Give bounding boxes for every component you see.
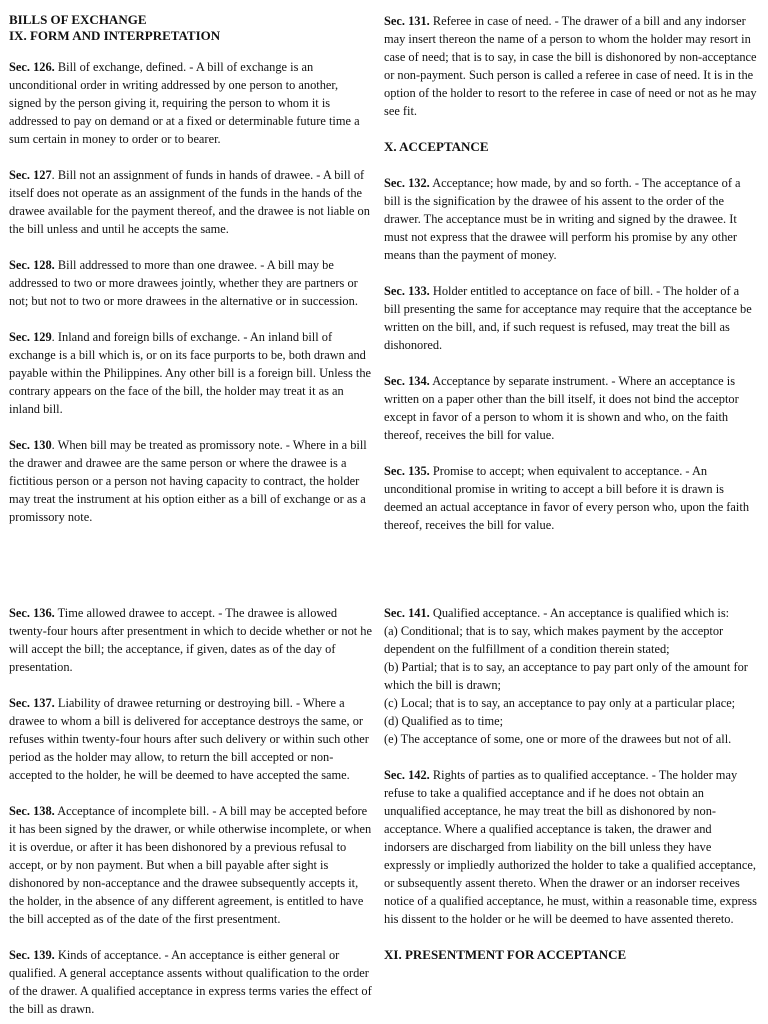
section-text: Kinds of acceptance. - An acceptance is either general or qualified. A general acceptance assents without qualification to the order of the drawer. A qualified acceptance in express terms varies the effect of the bill as drawn. bbox=[9, 948, 372, 1016]
section-text: Acceptance by separate instrument. - Where an acceptance is written on a paper other than the bill itself, it does not bind the acceptor except in favor of a person to whom it is shown and who, on the faith thereof, receives the bill for value. bbox=[384, 374, 739, 442]
section-text: Acceptance of incomplete bill. - A bill may be accepted before it has been signed by the drawer, or while otherwise incomplete, or when it is overdue, or after it has been dishonored by a previous refusal to accept, or by non payment. But when a bill payable after sight is dishonored by non-acceptance and the drawee subsequently accepts it, the holder, in the absence of any different agreement, is entitled to have the bill accepted as of the date of the first presentment. bbox=[9, 804, 372, 926]
section-137 bbox=[9, 694, 373, 784]
section-128 bbox=[9, 256, 373, 310]
section-text: . Inland and foreign bills of exchange. - An inland bill of exchange is a bill which is, or on its face purports to be, both drawn and payable within the Philippines. Any other bill is a foreign bill. Unless the contrary appears on the face of the bill, the holder may treat it as an inland bill. bbox=[9, 330, 372, 416]
section-138 bbox=[9, 802, 373, 928]
section-number: Sec. 131. bbox=[384, 14, 430, 28]
section-number: Sec. 129 bbox=[9, 330, 52, 344]
section-text: . When bill may be treated as promissory note. - Where in a bill the drawer and drawee are the same person or where the drawee is a fictitious person or a person not having capacity to contract, the holder may treat the instrument at his option either as a bill of exchange or as a promissory note. bbox=[9, 438, 367, 524]
section-number: Sec. 132. bbox=[384, 176, 430, 190]
section-number: Sec. 137. bbox=[9, 696, 55, 710]
chapter-heading-form: IX. FORM AND INTERPRETATION bbox=[9, 28, 221, 43]
section-129 bbox=[9, 328, 373, 418]
section-text: Acceptance; how made, by and so forth. - The acceptance of a bill is the signification by the drawee of his assent to the order of the drawer. The acceptance must be in writing and signed by the drawee. It must not express that the drawee will perform his promise by any other means than the payment of money. bbox=[384, 176, 741, 262]
section-text: Qualified acceptance. - An acceptance is qualified which is: bbox=[429, 606, 730, 620]
section-text: Referee in case of need. - The drawer of a bill and any indorser may insert thereon the name of a person to whom the holder may resort in case of need; that is to say, in case the bill is dishonored by non-acceptance or non-payment. Such person is called a referee in case of need. It is in the option of the holder to resort to the referee in case of need or not as he may see fit. bbox=[384, 14, 757, 118]
section-number: Sec. 126. bbox=[9, 60, 55, 74]
section-text: Liability of drawee returning or destroying bill. - Where a drawee to whom a bill is delivered for acceptance destroys the same, or refuses within twenty-four hours after such delivery or within such other period as the holder may allow, to return the bill accepted or non-accepted to the holder, he will be deemed to have accepted the same. bbox=[9, 696, 369, 782]
qualified-item-d: (d) Qualified as to time; bbox=[384, 714, 504, 728]
column-bottom-right bbox=[384, 604, 758, 982]
section-text: Promise to accept; when equivalent to acceptance. - An unconditional promise in writing to accept a bill before it is drawn is deemed an actual acceptance in favor of every person who, upon the faith thereof, receives the bill for value. bbox=[384, 464, 750, 532]
section-text: . Bill not an assignment of funds in hands of drawee. - A bill of itself does not operate as an assignment of the funds in the hands of the drawee available for the payment thereof, and the drawee is not liable on the bill unless and until he accepts the same. bbox=[9, 168, 370, 236]
document-title: BILLS OF EXCHANGE bbox=[9, 12, 147, 27]
section-number: Sec. 134. bbox=[384, 374, 430, 388]
column-top-left bbox=[9, 12, 373, 544]
qualified-item-e: (e) The acceptance of some, one or more of the drawees but not of all. bbox=[384, 732, 732, 746]
section-141 bbox=[384, 604, 758, 748]
column-bottom-left bbox=[9, 604, 373, 1024]
qualified-item-b: (b) Partial; that is to say, an acceptance to pay part only of the amount for which the bill is drawn; bbox=[384, 660, 748, 692]
section-text: Bill of exchange, defined. - A bill of exchange is an unconditional order in writing addressed by one person to another, signed by the person giving it, requiring the person to whom it is addressed to pay on demand or at a fixed or determinable future time a sum certain in money to order or to bearer. bbox=[9, 60, 360, 146]
section-142 bbox=[384, 766, 758, 928]
section-131 bbox=[384, 12, 758, 120]
section-133 bbox=[384, 282, 758, 354]
qualified-item-c: (c) Local; that is to say, an acceptance to pay only at a particular place; bbox=[384, 696, 736, 710]
section-number: Sec. 142. bbox=[384, 768, 430, 782]
section-134 bbox=[384, 372, 758, 444]
section-132 bbox=[384, 174, 758, 264]
section-text: Time allowed drawee to accept. - The drawee is allowed twenty-four hours after presentment in which to decide whether or not he will accept the bill; the acceptance, if given, dates as of the day of presentation. bbox=[9, 606, 372, 674]
section-number: Sec. 138. bbox=[9, 804, 55, 818]
chapter-heading-acceptance: X. ACCEPTANCE bbox=[384, 139, 489, 154]
section-number: Sec. 128. bbox=[9, 258, 55, 272]
section-number: Sec. 136. bbox=[9, 606, 55, 620]
section-136 bbox=[9, 604, 373, 676]
qualified-item-a: (a) Conditional; that is to say, which makes payment by the acceptor dependent on the fulfillment of a condition therein stated; bbox=[384, 624, 724, 656]
section-text: Bill addressed to more than one drawee. - A bill may be addressed to two or more drawees jointly, whether they are partners or not; but not to two or more drawees in the alternative or in succession. bbox=[9, 258, 358, 308]
chapter-heading-presentment: XI. PRESENTMENT FOR ACCEPTANCE bbox=[384, 947, 627, 962]
section-number: Sec. 139. bbox=[9, 948, 55, 962]
section-130 bbox=[9, 436, 373, 526]
section-number: Sec. 133. bbox=[384, 284, 430, 298]
section-126 bbox=[9, 58, 373, 148]
section-text: Rights of parties as to qualified acceptance. - The holder may refuse to take a qualified acceptance and if he does not obtain an unqualified acceptance, he may treat the bill as dishonored by non-acceptance. Where a qualified acceptance is taken, the drawer and indorsers are discharged from liability on the bill unless they have expressly or impliedly authorized the holder to take a qualified acceptance, or subsequently assent thereto. When the drawer or an indorser receives notice of a qualified acceptance, he must, within a reasonable time, express his dissent to the holder or he will be deemed to have assented thereto. bbox=[384, 768, 757, 926]
section-number: Sec. 135. bbox=[384, 464, 430, 478]
section-135 bbox=[384, 462, 758, 534]
column-top-right bbox=[384, 12, 758, 552]
section-number: Sec. 130 bbox=[9, 438, 52, 452]
section-139 bbox=[9, 946, 373, 1018]
section-number: Sec. 141. bbox=[384, 606, 430, 620]
section-127 bbox=[9, 166, 373, 238]
section-number: Sec. 127 bbox=[9, 168, 52, 182]
section-text: Holder entitled to acceptance on face of bill. - The holder of a bill presenting the same for acceptance may require that the acceptance be written on the bill, and, if such request is refused, may treat the bill as dishonored. bbox=[384, 284, 752, 352]
